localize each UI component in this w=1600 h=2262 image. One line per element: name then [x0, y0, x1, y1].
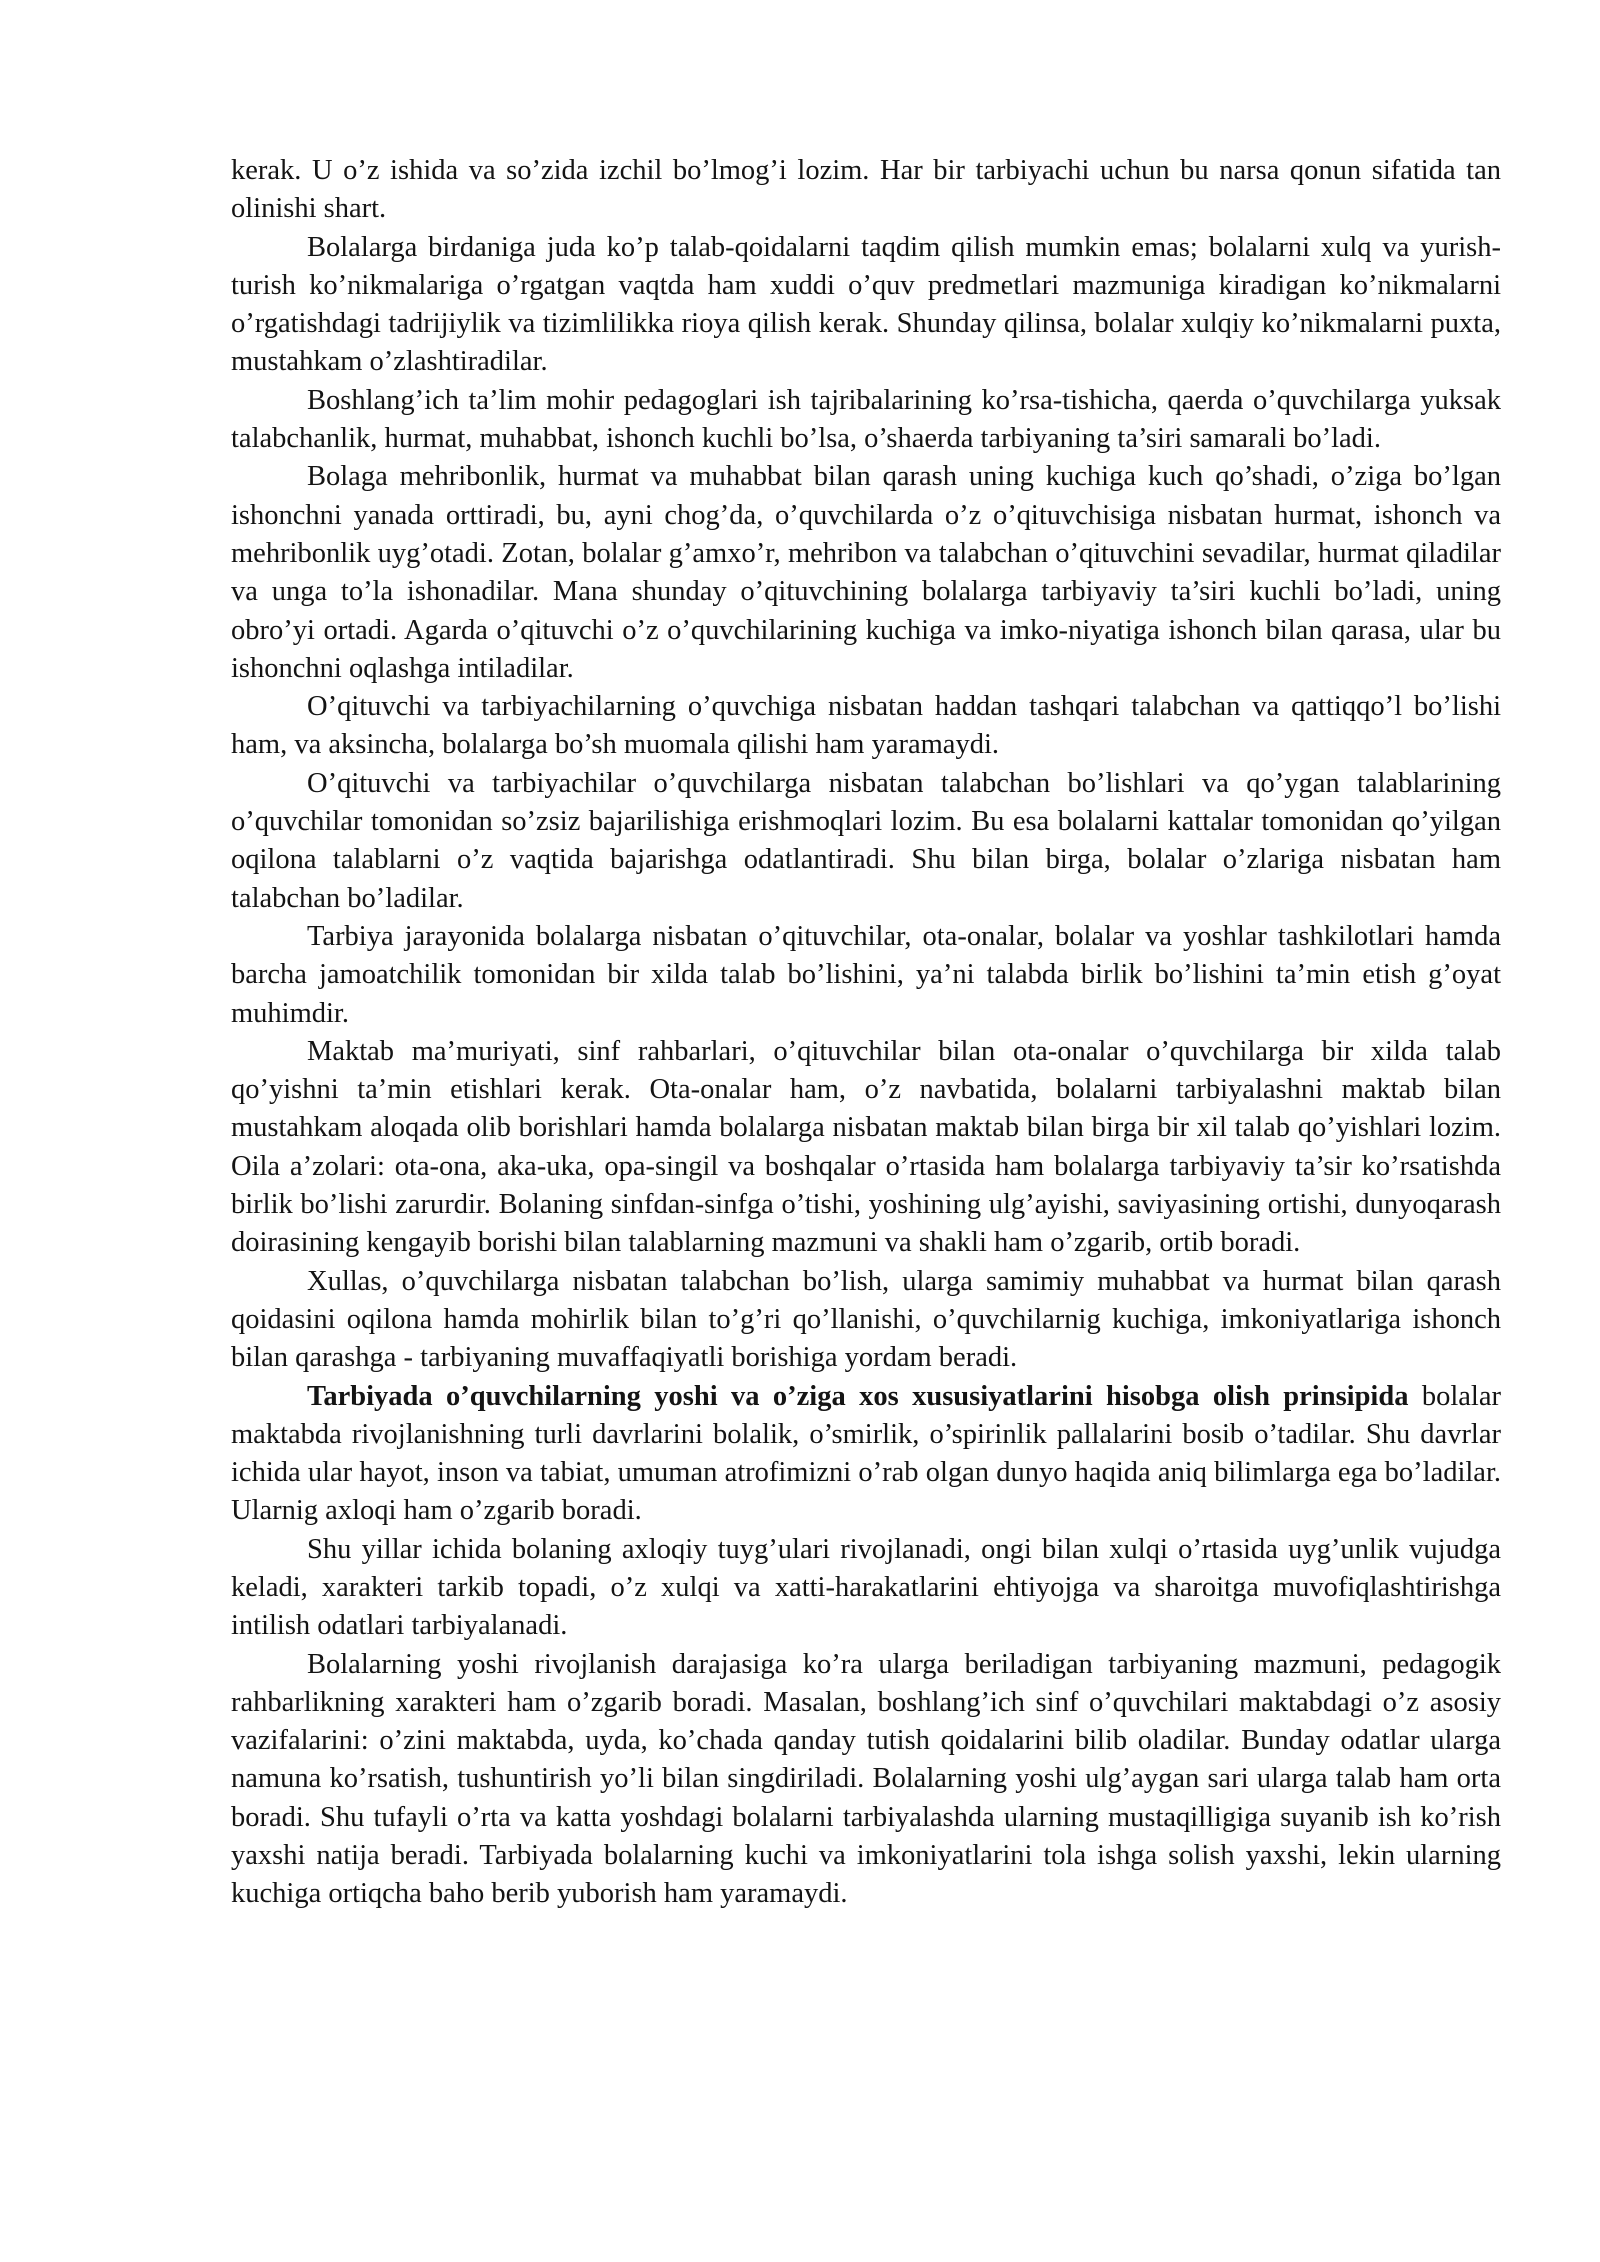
paragraph-10-text: bolalar maktabda rivojlanishning turli davrlarini bolalik, o’smirlik, o’spirinlik pallalarini bosib o’tadilar. Shu davrlar ichida ular hayot, inson va tabiat, umuman atrofimizni o’rab olgan dunyo haqida aniq bilimlarga ega bo’ladilar. Ularnig axloqi ham o’zgarib boradi. — [231, 1380, 1501, 1527]
paragraph-12 — [231, 1646, 1501, 1914]
paragraph-7 — [231, 918, 1501, 1033]
paragraph-6-text: O’qituvchi va tarbiyachilar o’quvchilarga nisbatan talabchan bo’lishlari va qo’ygan talablarining o’quvchilar tomonidan so’zsiz bajarilishiga erishmoqlari lozim. Bu esa bolalarni kattalar tomonidan qo’yilgan oqilona talablarni o’z vaqtida bajarishga odatlantiradi. Shu bilan birga, bolalar o’zlariga nisbatan ham talabchan bo’ladilar. — [231, 767, 1501, 914]
document-page — [231, 152, 1501, 1914]
paragraph-7-text: Tarbiya jarayonida bolalarga nisbatan o’qituvchilar, ota-onalar, bolalar va yoshlar tashkilotlari hamda barcha jamoatchilik tomonidan bir xilda talab bo’lishini, ya’ni talabda birlik bo’lishini ta’min etish g’oyat muhimdir. — [231, 920, 1501, 1029]
paragraph-5 — [231, 688, 1501, 765]
paragraph-11 — [231, 1531, 1501, 1646]
principle-heading: Tarbiyada o’quvchilarning yoshi va o’ziga xos xususiyatlarini hisobga olish prinsipida — [307, 1380, 1409, 1412]
paragraph-8 — [231, 1033, 1501, 1263]
paragraph-3-text: Boshlang’ich ta’lim mohir pedagoglari ish tajribalarining ko’rsa-tishicha, qaerda o’quvchilarga yuksak talabchanlik, hurmat, muhabbat, ishonch kuchli bo’lsa, o’shaerda tarbiyaning ta’siri samarali bo’ladi. — [231, 384, 1501, 455]
paragraph-12-text: Bolalarning yoshi rivojlanish darajasiga ko’ra ularga beriladigan tarbiyaning mazmuni, pedagogik rahbarlikning xarakteri ham o’zgarib boradi. Masalan, boshlang’ich sinf o’quvchilari maktabdagi o’z asosiy vazifalarini: o’zini maktabda, uyda, ko’chada qanday tutish qoidalarini bilib oladilar. Bunday odatlar ularga namuna ko’rsatish, tushuntirish yo’li bilan singdiriladi. Bolalarning yoshi ulg’aygan sari ularga talab ham orta boradi. Shu tufayli o’rta va katta yoshdagi bolalarni tarbiyalashda ularning mustaqilligiga suyanib ish ko’rish yaxshi natija beradi. Tarbiyada bolalarning kuchi va imkoniyatlarini tola ishga solish yaxshi, lekin ularning kuchiga ortiqcha baho berib yuborish ham yaramaydi. — [231, 1648, 1501, 1910]
paragraph-9 — [231, 1263, 1501, 1378]
paragraph-1 — [231, 152, 1501, 229]
paragraph-2-text: Bolalarga birdaniga juda ko’p talab-qoidalarni taqdim qilish mumkin emas; bolalarni xulq va yurish-turish ko’nikmalariga o’rgatgan vaqtda ham xuddi o’quv predmetlari mazmuniga kiradigan ko’nikmalarni o’rgatishdagi tadrijiylik va tizimlilikka rioya qilish kerak. Shunday qilinsa, bolalar xulqiy ko’nikmalarni puxta, mustahkam o’zlashtiradilar. — [231, 231, 1501, 378]
paragraph-10 — [231, 1378, 1501, 1531]
paragraph-1-text: kerak. U o’z ishida va so’zida izchil bo’lmog’i lozim. Har bir tarbiyachi uchun bu narsa qonun sifatida tan olinishi shart. — [231, 155, 1501, 225]
paragraph-4 — [231, 458, 1501, 688]
paragraph-4-text: Bolaga mehribonlik, hurmat va muhabbat bilan qarash uning kuchiga kuch qo’shadi, o’ziga bo’lgan ishonchni yanada orttiradi, bu, ayni chog’da, o’quvchilarda o’z o’qituvchisiga nisbatan hurmat, ishonch va mehribonlik uyg’otadi. Zotan, bolalar g’amxo’r, mehribon va talabchan o’qituvchini sevadilar, hurmat qiladilar va unga to’la ishonadilar. Mana shunday o’qituvchining bolalarga tarbiyaviy ta’siri kuchli bo’ladi, uning obro’yi ortadi. Agarda o’qituvchi o’z o’quvchilarining kuchiga va imko-niyatiga ishonch bilan qarasa, ular bu ishonchni oqlashga intiladilar. — [231, 461, 1501, 684]
paragraph-2 — [231, 229, 1501, 382]
paragraph-3 — [231, 382, 1501, 459]
paragraph-11-text: Shu yillar ichida bolaning axloqiy tuyg’ulari rivojlanadi, ongi bilan xulqi o’rtasida uyg’unlik vujudga keladi, xarakteri tarkib topadi, o’z xulqi va xatti-harakatlarini ehtiyojga va sharoitga muvofiqlashtirishga intilish odatlari tarbiyalanadi. — [231, 1533, 1501, 1642]
paragraph-9-text: Xullas, o’quvchilarga nisbatan talabchan bo’lish, ularga samimiy muhabbat va hurmat bilan qarash qoidasini oqilona hamda mohirlik bilan to’g’ri qo’llanishi, o’quvchilarnig kuchiga, imkoniyatlariga ishonch bilan qarashga - tarbiyaning muvaffaqiyatli borishiga yordam beradi. — [231, 1265, 1501, 1374]
paragraph-6 — [231, 765, 1501, 918]
paragraph-8-text: Maktab ma’muriyati, sinf rahbarlari, o’qituvchilar bilan ota-onalar o’quvchilarga bir xilda talab qo’yishni ta’min etishlari kerak. Ota-onalar ham, o’z navbatida, bolalarni tarbiyalashni maktab bilan mustahkam aloqada olib borishlari hamda bolalarga nisbatan maktab bilan birga bir xil talab qo’yishlari lozim. Oila a’zolari: ota-ona, aka-uka, opa-singil va boshqalar o’rtasida ham bolalarga tarbiyaviy ta’sir ko’rsatishda birlik bo’lishi zarurdir. Bolaning sinfdan-sinfga o’tishi, yoshining ulg’ayishi, saviyasining ortishi, dunyoqarash doirasining kengayib borishi bilan talablarning mazmuni va shakli ham o’zgarib, ortib boradi. — [231, 1035, 1501, 1259]
paragraph-5-text: O’qituvchi va tarbiyachilarning o’quvchiga nisbatan haddan tashqari talabchan va qattiqqo’l bo’lishi ham, va aksincha, bolalarga bo’sh muomala qilishi ham yaramaydi. — [231, 691, 1501, 761]
